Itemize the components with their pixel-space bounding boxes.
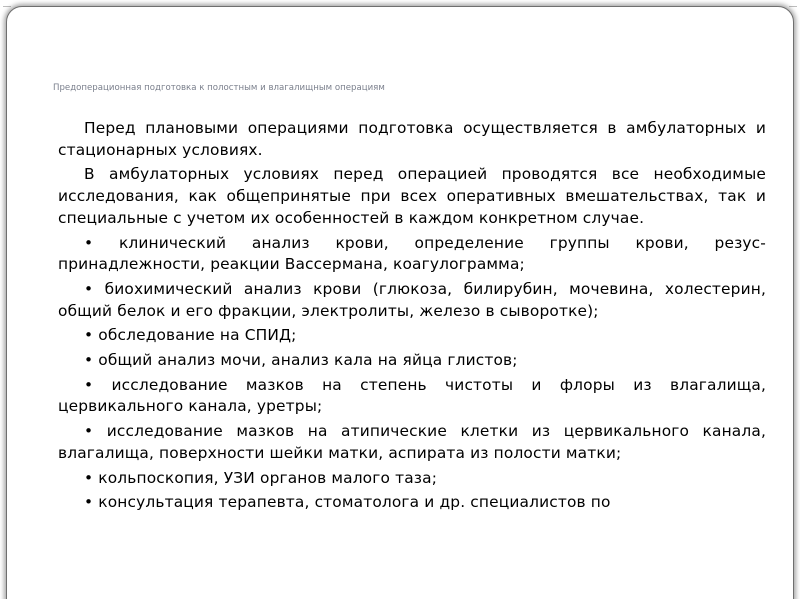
slide-body [58,118,766,517]
list-item-consultation: • консультация терапевта, стоматолога и др. специалистов по [84,493,611,512]
list-item-smear-flora: • исследование мазков на степень чистоты и флоры из влагалища, цервикального канала, уретры; [58,375,766,416]
slide-title: Предоперационная подготовка к полостным и влагалищным операциям [53,83,385,93]
paragraph-outpatient: В амбулаторных условиях перед операцией проводятся все необходимые исследования, как общепринятые при всех оперативных вмешательствах, так и специальные с учетом их особенностей в каждом конкретном случае. [58,165,766,227]
list-item-smear-atypical: • исследование мазков на атипические клетки из цервикального канала, влагалища, поверхности шейки матки, аспирата из полости матки; [58,422,766,462]
paragraph-intro: Перед плановыми операциями подготовка осуществляется в амбулаторных и стационарных условиях. [58,119,766,159]
list-item-urine-stool: • общий анализ мочи, анализ кала на яйца глистов; [84,351,518,370]
list-item-biochemistry: • биохимический анализ крови (глюкоза, билирубин, мочевина, холестерин, общий белок и его фракции, электролиты, железо в сыворотке); [58,279,766,320]
list-item-blood-test: • клинический анализ крови, определение группы крови, резус-принадлежности, реакции Вассермана, коагулограмма; [58,233,766,274]
list-item-colposcopy: • кольпоскопия, УЗИ органов малого таза; [84,468,438,487]
corner-mark-right [789,6,797,11]
slide-card [6,6,794,599]
list-item-hiv-test: • обследование на СПИД; [84,326,297,345]
